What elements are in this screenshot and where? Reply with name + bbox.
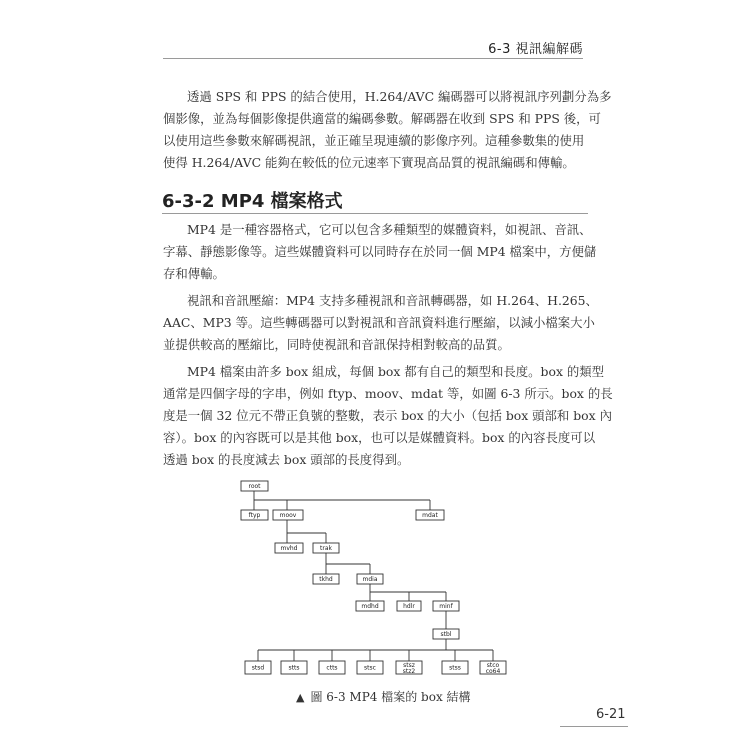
node-mvhd: [275, 543, 303, 553]
node-minf: [433, 601, 459, 611]
node-moov: [273, 510, 303, 520]
node-label: stsz: [403, 662, 415, 669]
text-line: 容）。box 的內容既可以是其他 box，也可以是媒體資料。box 的內容長度可以: [163, 430, 596, 445]
node-stsd: [245, 661, 271, 674]
node-label: tkhd: [319, 576, 333, 584]
node-label: root: [248, 483, 261, 491]
edge-moov-children: [287, 520, 326, 543]
node-label: ftyp: [248, 512, 261, 520]
node-trak: [313, 543, 339, 553]
node-tkhd: [313, 574, 339, 584]
node-root: [241, 481, 268, 491]
node-label: stbl: [440, 631, 452, 639]
edge-stbl-children: [258, 639, 493, 661]
text-line: 字幕、靜態影像等。這些媒體資料可以同時存在於同一個 MP4 檔案中，方便儲: [163, 244, 597, 259]
node-label: mdat: [422, 512, 438, 520]
caption-text: 圖 6-3 MP4 檔案的 box 結構: [310, 690, 471, 704]
text-line: 存和傳輸。: [163, 266, 225, 281]
text-line: AAC、MP3 等。這些轉碼器可以對視訊和音訊資料進行壓縮，以減小檔案大小: [163, 315, 595, 330]
text-line: 視訊和音訊壓縮：MP4 支持多種視訊和音訊轉碼器，如 H.264、H.265、: [187, 293, 598, 308]
node-ctts: [319, 661, 345, 674]
node-stsz-stz2: [396, 661, 422, 675]
text-line: 並提供較高的壓縮比，同時使視訊和音訊保持相對較高的品質。: [163, 337, 510, 352]
node-label: stz2: [402, 667, 416, 675]
node-mdat: [416, 510, 444, 520]
text-line: 透過 SPS 和 PPS 的結合使用，H.264/AVC 編碼器可以將視訊序列劃分為多: [187, 89, 612, 104]
node-label: stss: [449, 664, 461, 672]
page-number: 6-21: [596, 707, 626, 722]
text-line: 使得 H.264/AVC 能夠在較低的位元速率下實現高品質的視訊編碼和傳輸。: [163, 155, 575, 170]
node-stco-co64: [480, 661, 506, 675]
edge-trak-children: [326, 553, 370, 574]
footer-rule: [560, 726, 628, 727]
node-label: minf: [439, 603, 453, 611]
node-label: stts: [288, 664, 300, 672]
node-label: moov: [279, 512, 297, 520]
text-line: 個影像，並為每個影像提供適當的編碼參數。解碼器在收到 SPS 和 PPS 後，可: [163, 111, 601, 126]
node-stbl: [433, 629, 459, 639]
text-line: 以使用這些參數來解碼視訊，並正確呈現連續的影像序列。這種參數集的使用: [163, 133, 585, 148]
text-line: MP4 是一種容器格式，它可以包含多種類型的媒體資料，如視訊、音訊、: [187, 222, 592, 237]
header-title: 6-3 視訊編解碼: [488, 42, 583, 57]
node-label: hdlr: [403, 603, 415, 611]
node-hdlr: [397, 601, 421, 611]
node-stts: [281, 661, 307, 674]
node-label: stsd: [251, 664, 265, 672]
edge-mdia-children: [370, 584, 446, 601]
node-ftyp: [241, 510, 268, 520]
text-line: 透過 box 的長度減去 box 頭部的長度得到。: [163, 452, 410, 467]
node-stsc: [357, 661, 383, 674]
text-line: MP4 檔案由許多 box 組成，每個 box 都有自己的類型和長度。box 的類型: [187, 364, 605, 379]
caption-triangle-icon: ▲: [296, 691, 305, 704]
node-label: co64: [485, 667, 501, 675]
node-label: mdia: [362, 576, 378, 584]
text-line: 度是一個 32 位元不帶正負號的整數，表示 box 的大小（包括 box 頭部和 box 內: [163, 408, 612, 423]
node-label: trak: [320, 545, 332, 553]
section-title: 6-3-2 MP4 檔案格式: [162, 191, 343, 212]
edge-root-children: [254, 491, 430, 510]
node-label: stco: [486, 662, 500, 669]
node-mdhd: [356, 601, 384, 611]
node-label: stsc: [364, 664, 376, 672]
text-line: 通常是四個字母的字串，例如 ftyp、moov、mdat 等，如圖 6-3 所示。box 的長: [163, 386, 613, 401]
figure-caption: [296, 688, 471, 705]
node-label: mdhd: [361, 603, 379, 611]
node-stss: [442, 661, 468, 674]
node-label: mvhd: [280, 545, 298, 553]
node-label: ctts: [326, 664, 338, 672]
node-mdia: [357, 574, 383, 584]
